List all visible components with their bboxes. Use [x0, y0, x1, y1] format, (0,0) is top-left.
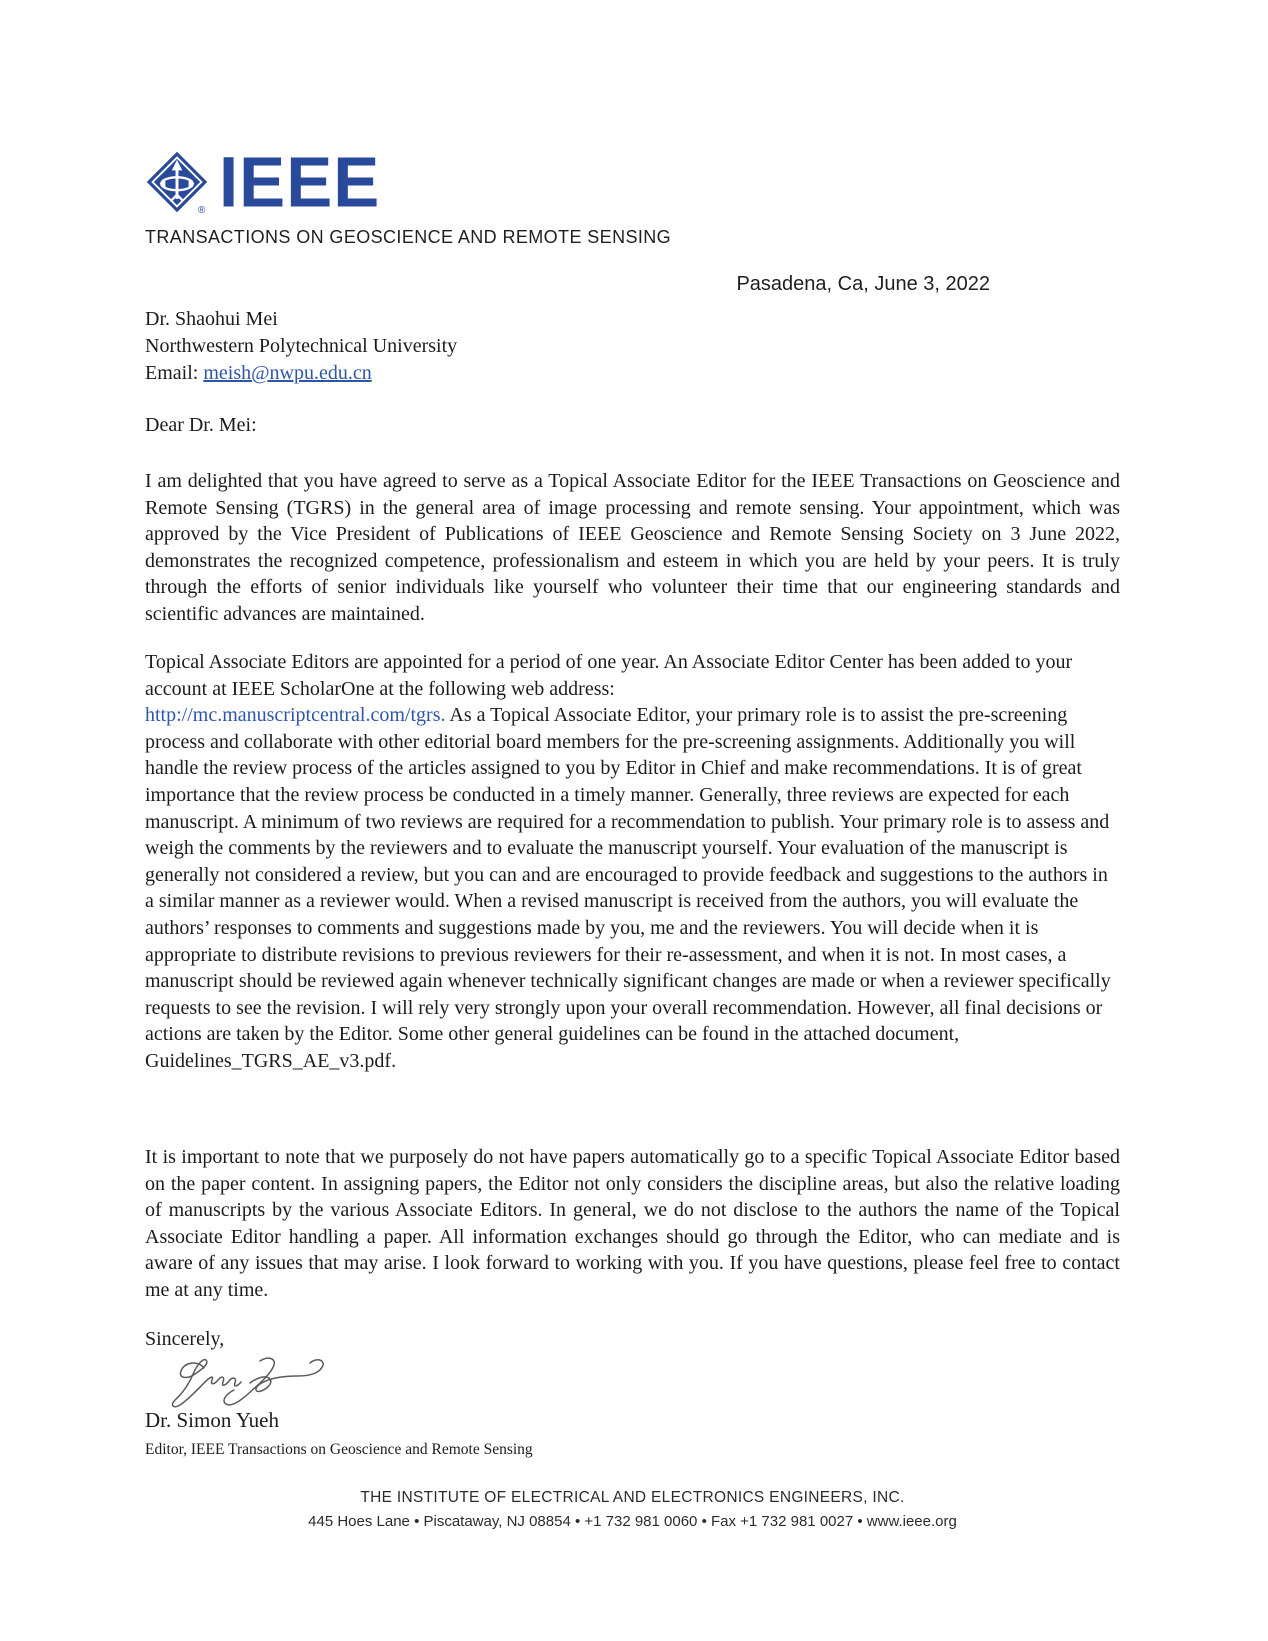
registered-trademark-symbol: ®	[198, 205, 206, 216]
recipient-block	[145, 306, 1120, 387]
recipient-name: Dr. Shaohui Mei	[145, 308, 278, 330]
email-label: Email:	[145, 362, 204, 384]
date-line: Pasadena, Ca, June 3, 2022	[736, 273, 990, 295]
paragraph-2-text-2: As a Topical Associate Editor, your primary role is to assist the pre-screening process and collaborate with other editorial board members for the pre-screening assignments. Additionally you will handle the review process of the articles assigned to you by Editor in Chief and make recommendations. It is of great importance that the review process be conducted in a timely manner. Generally, three reviews are expected for each manuscript. A minimum of two reviews are required for a recommendation to publish. Your primary role is to assess and weigh the comments by the reviewers and to evaluate the manuscript yourself. Your evaluation of the manuscript is generally not considered a review, but you can and are encouraged to provide feedback and suggestions to the authors in a similar manner as a reviewer would. When a revised manuscript is received from the authors, you will evaluate the authors’ responses to comments and suggestions made by you, me and the reviewers. You will decide when it is appropriate to distribute revisions to previous reviewers for their re-assessment, and when it is not. In most cases, a manuscript should be reviewed again whenever technically significant changes are made or when a reviewer specifically requests to see the revision. I will rely very strongly upon your overall recommendation. However, all final decisions or actions are taken by the Editor. Some other general guidelines can be found in the attached document, Guidelines_TGRS_AE_v3.pdf.	[145, 704, 1111, 1072]
paragraph-1: I am delighted that you have agreed to serve as a Topical Associate Editor for the IEEE Transactions on Geoscience and Remote Sensing (TGRS) in the general area of image processing and remote sensing. Your appointment, which was approved by the Vice President of Publications of IEEE Geoscience and Remote Sensing Society on 3 June 2022, demonstrates the recognized competence, professionalism and esteem in which you are held by your peers. It is truly through the efforts of senior individuals like yourself who volunteer their time that our engineering standards and scientific advances are maintained.	[145, 470, 1120, 625]
footer-institute: THE INSTITUTE OF ELECTRICAL AND ELECTRONICS ENGINEERS, INC.	[360, 1489, 905, 1506]
signer-name: Dr. Simon Yueh	[145, 1408, 279, 1432]
manuscriptcentral-link[interactable]: http://mc.manuscriptcentral.com/tgrs.	[145, 704, 446, 727]
signature-image	[168, 1352, 338, 1412]
recipient-email-line	[145, 360, 1120, 387]
paragraph-2-text-1: Topical Associate Editors are appointed for a period of one year. An Associate Editor Center has been added to your account at IEEE ScholarOne at the following web address:	[145, 651, 1073, 700]
closing-sincerely: Sincerely,	[145, 1328, 225, 1350]
paragraph-3: It is important to note that we purposely do not have papers automatically go to a specific Topical Associate Editor based on the paper content. In assigning papers, the Editor not only considers the discipline areas, but also the relative loading of manuscripts by the various Associate Editors. In general, we do not disclose to the authors the name of the Topical Associate Editor handling a paper. All information exchanges should go through the Editor, who can mediate and is aware of any issues that may arise. I look forward to working with you. If you have questions, please feel free to contact me at any time.	[145, 1146, 1120, 1301]
journal-masthead: TRANSACTIONS ON GEOSCIENCE AND REMOTE SENSING	[145, 227, 672, 247]
ieee-logo	[145, 142, 1120, 223]
recipient-email-link[interactable]: meish@nwpu.edu.cn	[203, 362, 372, 384]
paragraph-2	[145, 649, 1120, 1075]
salutation: Dear Dr. Mei:	[145, 414, 257, 436]
footer-address: 445 Hoes Lane • Piscataway, NJ 08854 • +1 732 981 0060 • Fax +1 732 981 0027 • www.ieee.org	[308, 1513, 957, 1530]
recipient-affiliation: Northwestern Polytechnical University	[145, 335, 458, 357]
ieee-wordmark: IEEE	[219, 142, 381, 223]
signer-title: Editor, IEEE Transactions on Geoscience and Remote Sensing	[145, 1441, 533, 1458]
